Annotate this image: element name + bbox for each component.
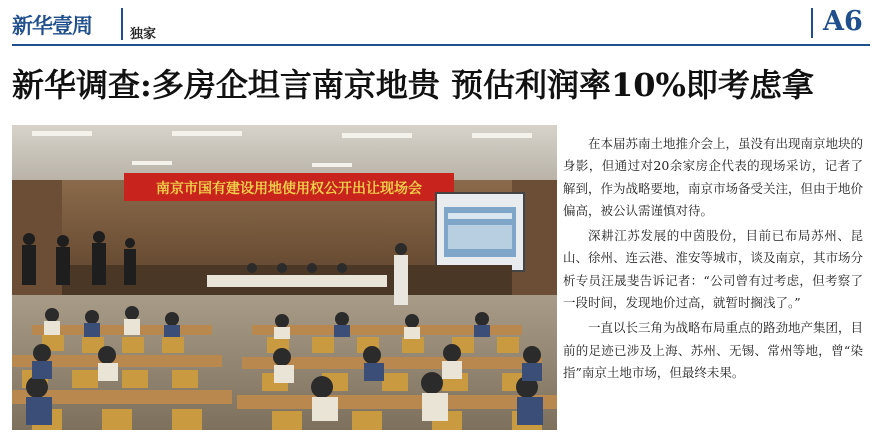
brand-logo: 新华壹周: [12, 14, 92, 38]
masthead-divider-right: [811, 8, 813, 38]
section-label: 独家: [130, 27, 157, 42]
masthead: [12, 6, 870, 44]
page-number: A6: [823, 6, 863, 37]
headline: 新华调查:多房企坦言南京地贵 预估利润率10%即考虑拿: [12, 66, 814, 104]
article-paragraph: 一直以长三角为战略布局重点的路劲地产集团，目前的足迹已涉及上海、苏州、无锡、常州等地，曾“染指”南京土地市场，但最终未果。: [563, 320, 864, 380]
header-rule: [12, 44, 870, 46]
article-paragraph: 深耕江苏发展的中茵股份，目前已布局苏州、昆山、徐州、连云港、淮安等城市，谈及南京，其市场分析专员汪晟斐告诉记者：“公司曾有过考虑，但考察了一段时间，发现地价过高，就暂时搁浅了。”: [563, 228, 864, 311]
news-photo: [12, 125, 557, 430]
masthead-divider: [121, 8, 123, 40]
article-body: [563, 133, 863, 387]
article-paragraph: 在本届苏南土地推介会上，虽没有出现南京地块的身影，但通过对20余家房企代表的现场采访，记者了解到，作为战略要地，南京市场备受关注，但由于地价偏高，被公认需谨慎对待。: [563, 136, 864, 218]
banner-text: 南京市国有建设用地使用权公开出让现场会: [156, 181, 422, 197]
